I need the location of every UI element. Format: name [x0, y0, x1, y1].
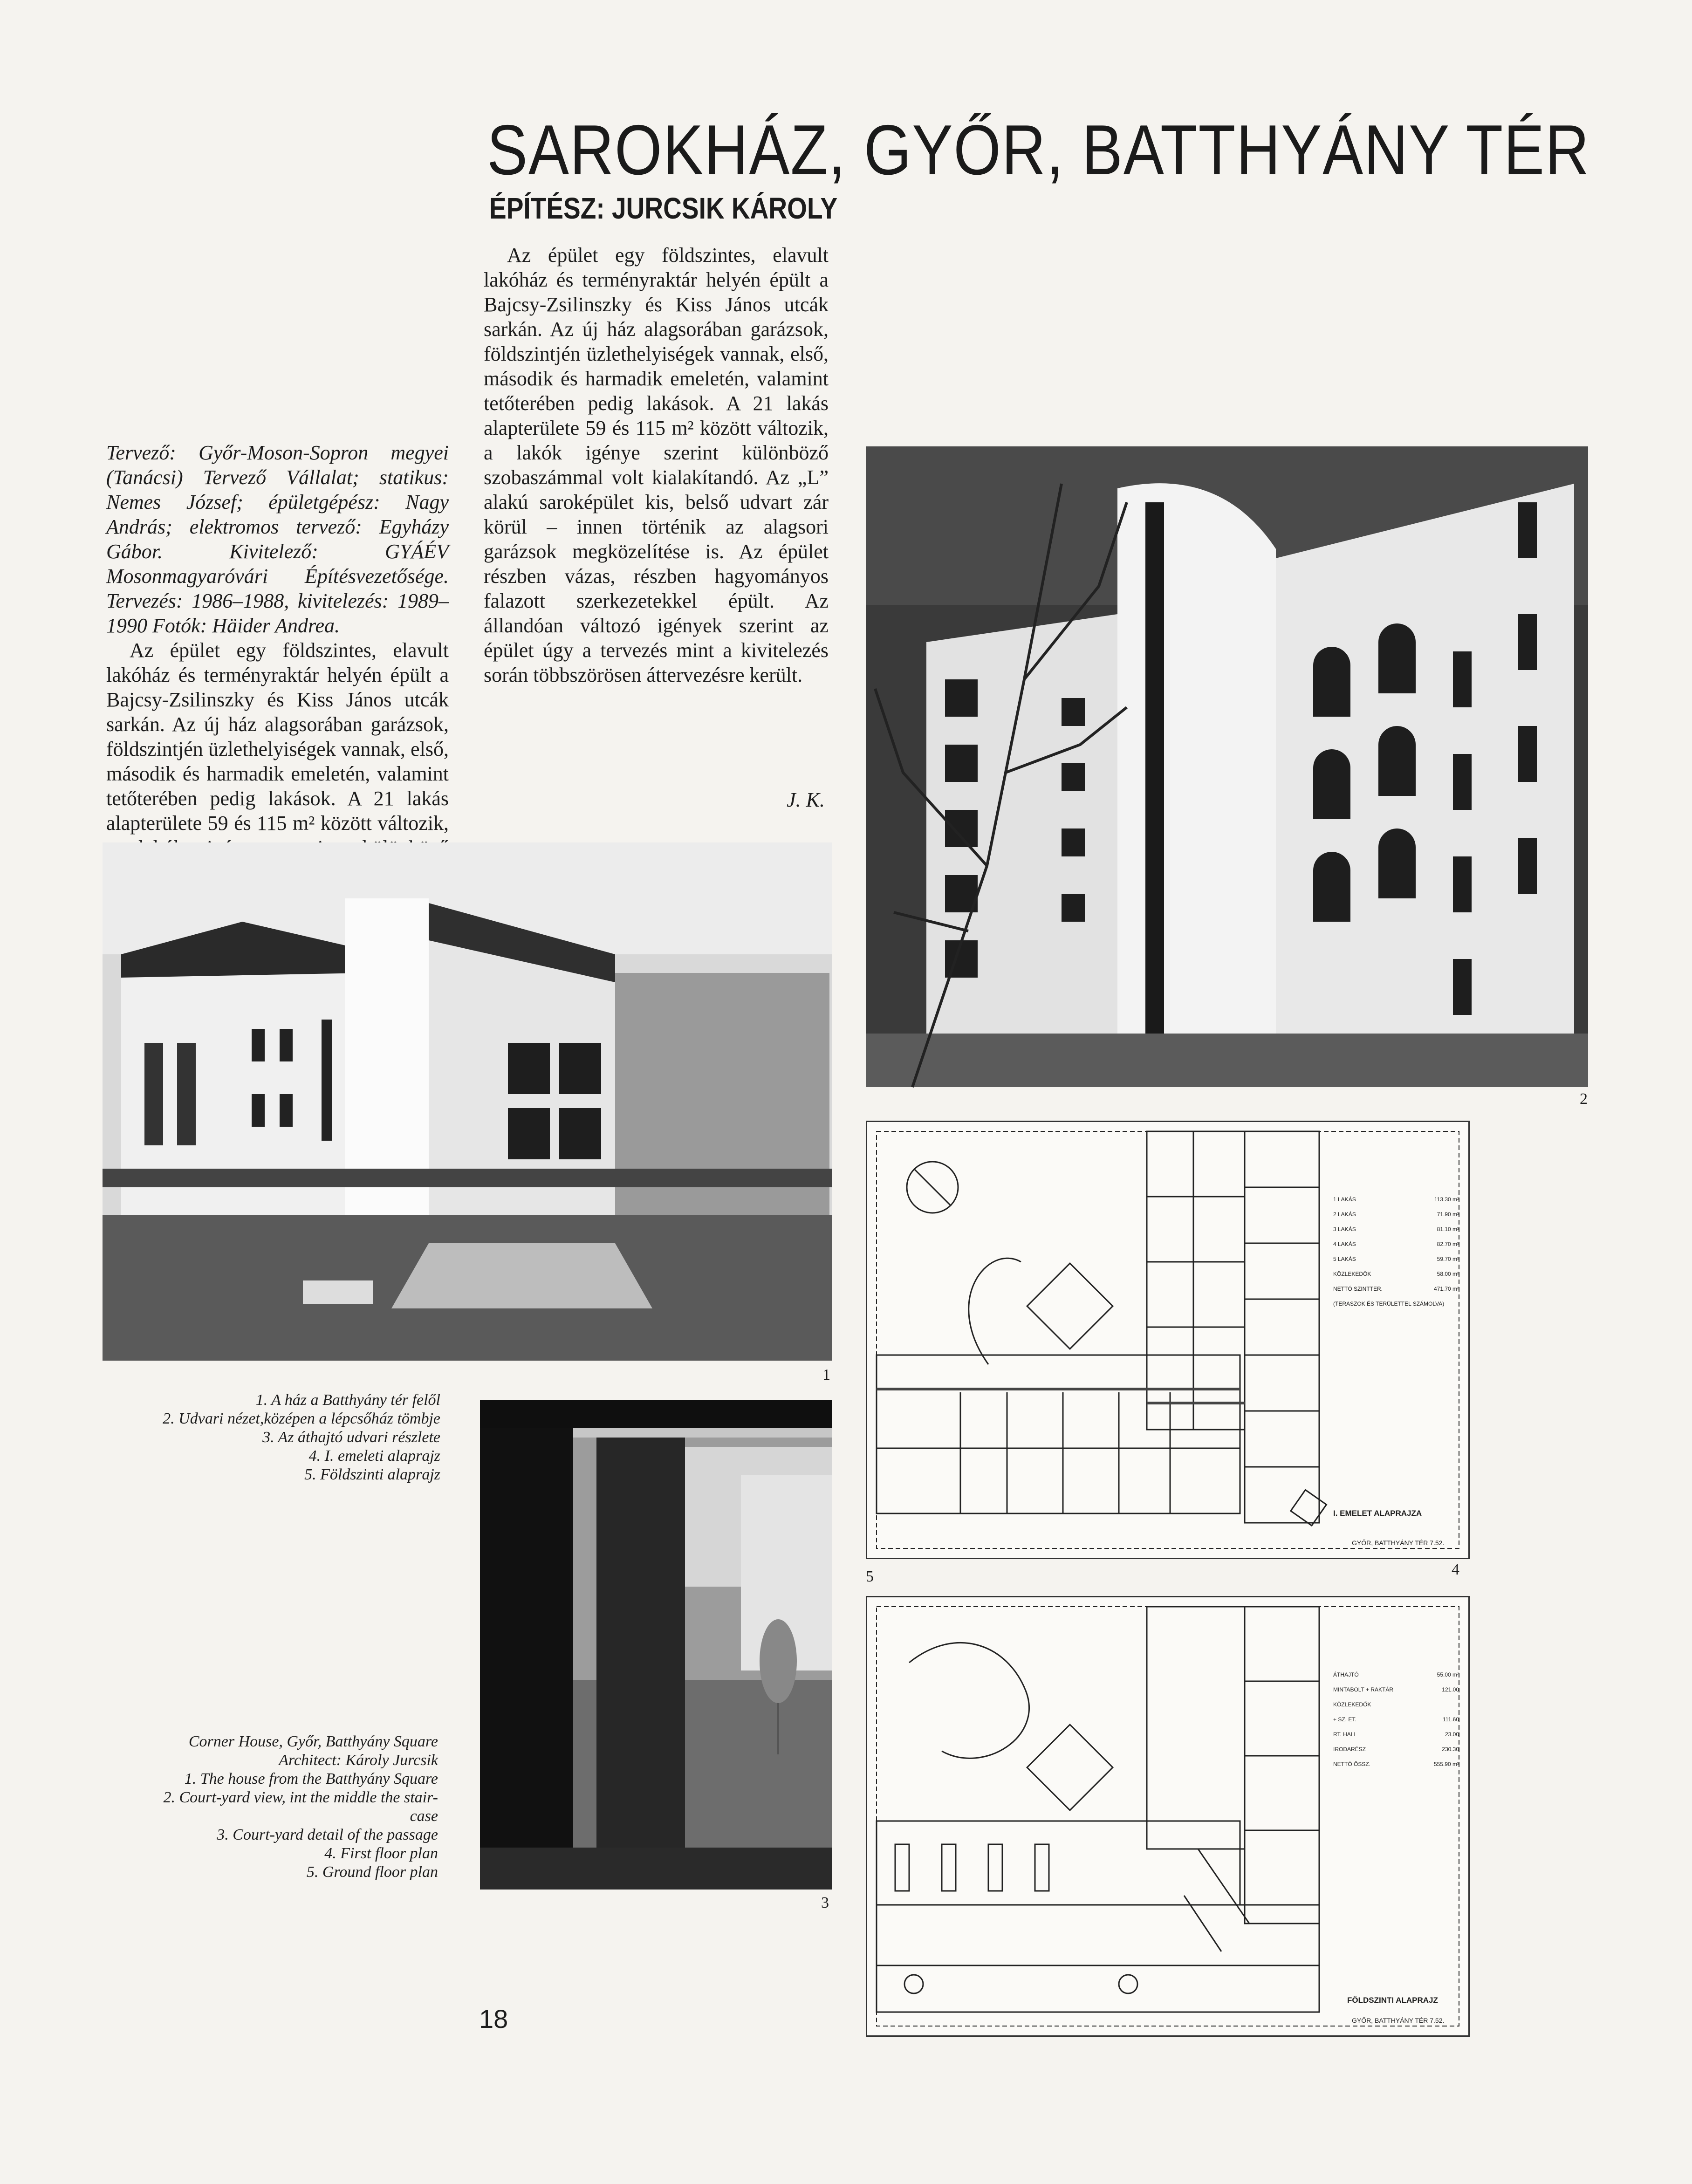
credits-text: Tervező: Győr-Moson-Sopron megyei (Tanácsi) Tervező Vállalat; statikus: Nemes József; épületgépész: Nagy András; elektromos tervező: Egyházy Gábor. Kivitelező: GYÁÉV Mosonmagyaróvári Építésvezetősége. Tervezés: 1986–1988, kivitelezés: 1989–1990 Fotók: Häider Andrea. [106, 441, 449, 637]
figure-number-1: 1 [822, 1366, 830, 1383]
article-column-1 [106, 440, 449, 841]
caption-en-2: Architect: Károly Jurcsik [279, 1752, 438, 1769]
article-column-2 [484, 244, 829, 813]
figure-number-2: 2 [1580, 1090, 1588, 1108]
page-title: SAROKHÁZ, GYŐR, BATTHYÁNY TÉR [487, 110, 1590, 190]
caption-en-6: 4. First floor plan [324, 1845, 438, 1862]
legend-row: 1 LAKÁS 113.30 m² [1333, 1196, 1459, 1203]
caption-en-3: 1. The house from the Batthyány Square [184, 1770, 438, 1787]
captions-english [140, 1732, 438, 1882]
caption-hu-4: 4. I. emeleti alaprajz [308, 1447, 440, 1465]
caption-hu-5: 5. Földszinti alaprajz [304, 1466, 440, 1483]
figure-number-5: 5 [866, 1568, 874, 1585]
legend-row: KÖZLEKEDŐK [1333, 1701, 1371, 1708]
caption-en-4: 2. Court-yard view, int the middle the stair-case [163, 1789, 438, 1825]
legend-row: 2 LAKÁS 71.90 m² [1333, 1211, 1459, 1218]
legend-row: NETTÓ SZINTTER. 471.70 m² [1333, 1286, 1459, 1292]
legend-row: RT. HALL 23.00 [1333, 1731, 1459, 1738]
legend-row: ÁTHAJTÓ 55.00 m² [1333, 1671, 1459, 1678]
legend-row: IRODARÉSZ 230.30 [1333, 1746, 1459, 1753]
figure-number-4: 4 [1452, 1561, 1459, 1578]
caption-hu-1: 1. A ház a Batthyány tér felől [255, 1391, 440, 1409]
legend-row: + SZ. ET. 111.60 [1333, 1716, 1459, 1723]
ground-floor-plan [866, 1596, 1470, 2037]
first-floor-plan-label: I. EMELET ALAPRAJZA [1333, 1509, 1422, 1518]
figure-number-3: 3 [821, 1894, 829, 1911]
legend-row: NETTÓ ÖSSZ. 555.90 m² [1333, 1761, 1459, 1767]
ground-floor-plan-address: GYŐR, BATTHYÁNY TÉR 7.52. [1352, 2017, 1445, 2024]
architect-subtitle: ÉPÍTÉSZ: JURCSIK KÁROLY [489, 192, 838, 225]
photo-courtyard-view [866, 446, 1588, 1087]
photo-house-from-square [103, 842, 832, 1361]
ground-floor-area-legend [1333, 1667, 1459, 1772]
article-paragraph-continued: Az épület egy földszintes, elavult lakóház és terményraktár helyén épült a Bajcsy-Zsilinszky és Kiss János utcák sarkán. Az új ház alagsorában garázsok, földszintjén üzlethelyiségek vannak, első, második és harmadik emeletén, valamint tetőterében pedig lakások. A 21 lakás alapterülete 59 és 115 m² között változik, a lakók igénye szerint különböző szobaszámmal volt kialakítandó. Az „L” alakú saroképület kis, belső udvart zár körül – innen történik az alagsori garázsok megközelítése is. Az épület részben vázas, részben hagyományos falazott szerkezetekkel épült. Az állandóan változó igények szerint az épület úgy a tervezés mint a kivitelezés során többszörösen áttervezésre került. [484, 244, 829, 686]
caption-hu-2: 2. Udvari nézet,középen a lépcsőház tömbje [163, 1410, 440, 1427]
first-floor-plan-address: GYŐR, BATTHYÁNY TÉR 7.52. [1352, 1539, 1445, 1547]
caption-hu-3: 3. Az áthajtó udvari részlete [262, 1429, 440, 1446]
legend-row: 3 LAKÁS 81.10 m² [1333, 1226, 1459, 1232]
caption-en-5: 3. Court-yard detail of the passage [217, 1826, 438, 1843]
legend-note: (TERASZOK ÉS TERÜLETTEL SZÁMOLVA) [1333, 1301, 1445, 1307]
first-floor-plan [866, 1121, 1470, 1559]
captions-hungarian [98, 1391, 440, 1484]
ground-floor-plan-label: FÖLDSZINTI ALAPRAJZ [1347, 1996, 1438, 2005]
legend-row: MINTABOLT + RAKTÁR 121.00 [1333, 1686, 1459, 1693]
legend-row: 4 LAKÁS 82.70 m² [1333, 1241, 1459, 1247]
article-paragraph: Az épület egy földszintes, elavult lakóház és terményraktár helyén épült a Bajcsy-Zsilinszky és Kiss János utcák sarkán. Az új ház alagsorában garázsok, földszintjén üzlethelyiségek vannak, első, második és harmadik emeletén, valamint tetőterében pedig lakások. A 21 lakás alapterülete 59 és 115 m² között változik, [106, 639, 449, 835]
photo-passage-detail [480, 1400, 832, 1890]
author-signature: J. K. [787, 788, 825, 811]
page-number: 18 [479, 2004, 508, 2033]
legend-row: KÖZLEKEDŐK 58.00 m² [1333, 1271, 1459, 1277]
legend-row: 5 LAKÁS 59.70 m² [1333, 1256, 1459, 1262]
first-floor-area-legend [1333, 1192, 1459, 1311]
caption-en-7: 5. Ground floor plan [306, 1863, 438, 1881]
caption-en-1: Corner House, Győr, Batthyány Square [188, 1733, 438, 1750]
